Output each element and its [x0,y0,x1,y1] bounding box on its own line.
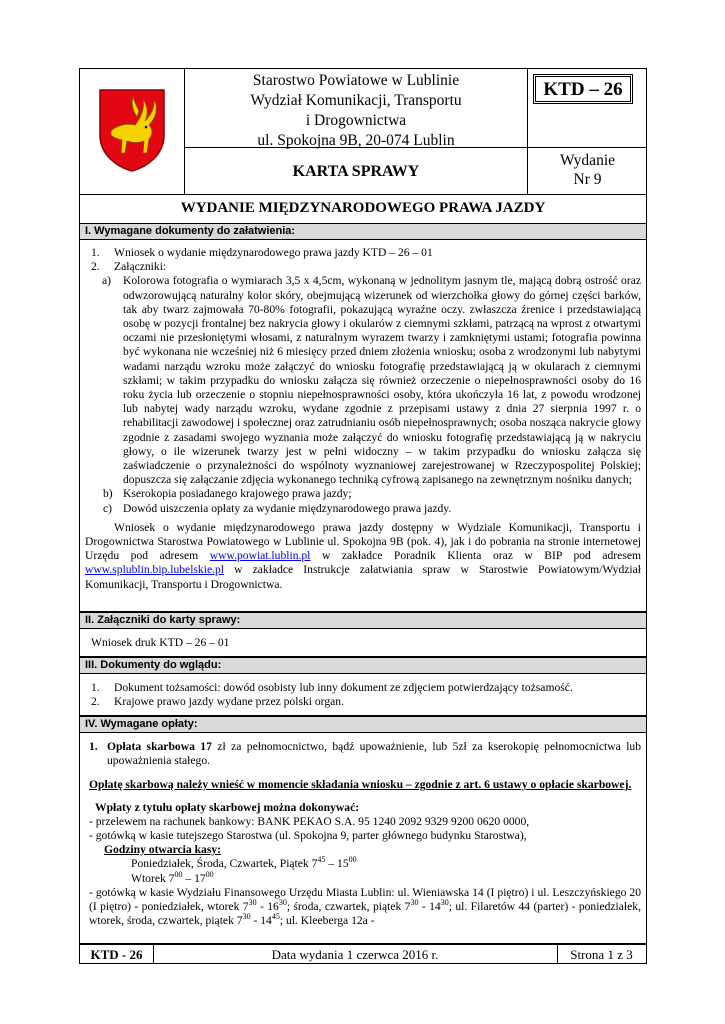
page-title: WYDANIE MIĘDZYNARODOWEGO PRAWA JAZDY [79,194,647,224]
section-2-content [79,629,647,657]
attachment-a: a) Kolorowa fotografia o wymiarach 3,5 x 4,5cm, wykonaną w jednolitym jasnym tle, mającą dobrą ostrość oraz odwzorowującą naturalny kolor skóry, obejmującą wizerunek od wierzchołka głowy do górnej części barków, tak aby twarz zajmowała 70-80% fotografii, pokazującą wyraźne oczy. zwłaszcza źrenice i przedstawiającą osobę w pozycji frontalnej bez nakrycia głowy i okularów z ciemnymi szkłami, patrzącą na wprost z otwartymi oczami nie przesłoniętymi włosami, z naturalnym wyrazem twarzy i zamkniętymi ustami; fotografia powinna być wykonana nie wcześniej niż 6 miesięcy przed dniem złożenia wniosku; osoba z wrodzonymi lub nabytymi wadami narządu wzroku może załączyć do wniosku fotografię przedstawiającą ją w okularach z ciemnymi szkłami; w takim przypadku do wniosku załącza się również orzeczenie o niepełnosprawności osoby do 16 roku życia lub orzeczenie o stopniu niepełnosprawności osoby, która ukończyła 16 lat, z powodu wrodzonej lub nabytej wady narządu wzroku, wydane zgodnie z przepisami ustawy z dnia 27 sierpnia 1997 r. o rehabilitacji zawodowej i społecznej oraz zatrudnianiu osób niepełnosprawnych; osoba nosząca nakrycie głowy zgodnie z zasadami swojego wyznania może załączyć do wniosku fotografię przedstawiającą ją w nakryciu głowy, o ile wizerunek twarzy jest w pełni widoczny – w takim przypadku do wniosku załącza się zaświadczenie o przynależności do wspólnoty wyznaniowej zarejestrowanej w Rzeczypospolitej Polskiej; dopuszcza się załączanie zdjęcia wykonanego techniką cyfrową zapisanego na zewnętrznym nośniku danych; [102,274,641,487]
office-line-4: ul. Spokojna 9B, 20-074 Lublin [257,132,455,149]
list-item: 1. Wniosek o wydanie międzynarodowego prawa jazdy KTD – 26 – 01 [91,246,433,259]
payment-title: Wpłaty z tytułu opłaty skarbowej można dokonywać: [95,800,360,814]
bip-link[interactable]: www.splublin.bip.lubelskie.pl [85,563,225,577]
cash-hours-2: Wtorek $7^{00} - 17^{00}$ [131,869,214,885]
cash-hours-title: Godziny otwarcia kasy: [104,843,222,857]
coat-of-arms-cell [79,68,185,194]
section-1-heading: I. Wymagane dokumenty do załatwienia: [79,223,647,240]
section-2-heading: II. Załączniki do karty sprawy: [79,612,647,629]
document-code: KTD – 26 [535,76,631,102]
edition-number: Nr 9 [573,171,602,188]
footer-page-number: Strona 1 z 3 [570,947,633,962]
list-item: 2. Załączniki: [91,260,167,274]
footer-date: Data wydania 1 czerwca 2016 r. [153,945,558,963]
section-3-content [79,674,647,716]
footer-code: KTD - 26 [80,945,154,963]
edition-label: Wydanie [559,152,615,169]
office-line-3: i Drogownictwa [305,112,407,129]
section-3-heading: III. Dokumenty do wglądu: [79,657,647,674]
list-item: 1. Dokument tożsamości: dowód osobisty lub inny dokument ze zdjęciem potwierdzający tożsamość. [91,681,573,694]
edition-cell [528,148,647,195]
office-line-2: Wydział Komunikacji, Transportu [250,92,462,109]
attachment-c: c) Dowód uiszczenia opłaty za wydanie międzynarodowego prawa jazdy. [103,501,452,515]
payment-notice: Opłatę skarbową należy wnieść w momencie składania wniosku – zgodnie z art. 6 ustawy o opłacie skarbowej. [89,778,632,792]
attachment-form: Wniosek druk KTD – 26 – 01 [91,636,230,649]
list-item: 2. Krajowe prawo jazdy wydane przez polski organ. [91,695,344,709]
section-4-heading: IV. Wymagane opłaty: [79,716,647,733]
info-paragraph: Wniosek o wydanie międzynarodowego prawa jazdy dostępny w Wydziale Komunikacji, Transportu i Drogownictwa Starostwa Powiatowego w Lublinie ul. Spokojna 9B (pok. 4), jak i do pobrania na stronie internetowej Urzędu pod adresem www.powiat.lublin.pl w zakładce Poradnik Klienta oraz w BIP pod adresem www.splublin.bip.lubelskie.pl w zakładce Instrukcje załatwiania spraw w Starostwie Powiatowym/Wydział Komunikacji, Transportu i Drogownictwa. [85,520,641,591]
attachment-b: b) Kserokopia posiadanego krajowego prawa jazdy; [103,487,352,501]
payment-cash: - gotówką w kasie tutejszego Starostwa (ul. Spokojna 9, parter głównego budynku Starostwa), [89,829,527,843]
card-label: KARTA SPRAWY [185,148,528,195]
website-link[interactable]: www.powiat.lublin.pl [209,549,311,563]
payment-city-office: - gotówką w kasie Wydziału Finansowego Urzędu Miasta Lublin: ul. Wieniawska 14 (I piętro) i ul. Leszczyńskiego 20 (I piętro) - poniedziałek, wtorek $7^{30} - 16^{30}$; środa, czwartek, piątek $7^{30} - 14^{30}$; ul. Filaretów 44 (parter) - poniedziałek, wtorek, środa, czwartek, piątek $7^{30} - 14^{45}$; ul. Kleeberga 12a - [89,885,641,928]
payment-bank: - przelewem na rachunek bankowy: BANK PEKAO S.A. 95 1240 2092 9329 9200 0620 0000, [89,814,530,828]
page-footer [79,944,647,964]
cash-hours-1: Poniedziałek, Środa, Czwartek, Piątek $7^{45} - 15^{00}$ [131,855,357,871]
section-1-content [79,240,647,612]
coat-of-arms-icon [97,87,167,173]
office-address [185,68,528,148]
office-line-1: Starostwo Powiatowe w Lublinie [252,72,460,89]
fee-item: 1. Opłata skarbowa 17 zł za pełnomocnictwo, bądź upoważnienie, lub 5zł za kserokopię pełnomocnictwa lub upoważnienia stałego. [89,740,642,768]
section-4-content [79,733,647,944]
